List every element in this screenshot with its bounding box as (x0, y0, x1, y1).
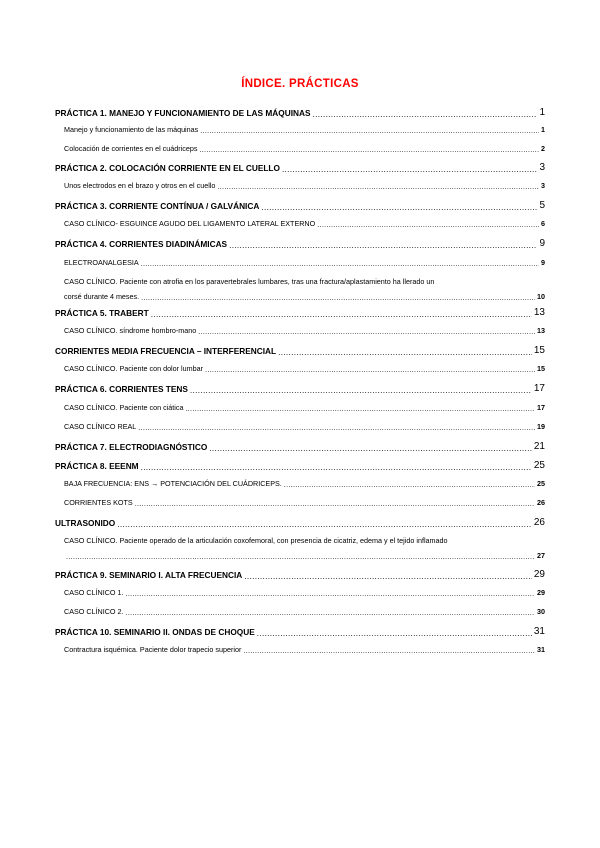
toc-subsection-entry[interactable] (64, 277, 545, 301)
toc-page-number: 17 (533, 383, 545, 394)
toc-page-number: 29 (537, 588, 545, 597)
toc-subsection-entry[interactable] (64, 258, 545, 267)
toc-entry-text: Unos electrodos en el brazo y otros en el cuello (64, 181, 216, 190)
toc-page-number: 2 (541, 144, 545, 153)
toc-page-number: 13 (537, 326, 545, 335)
toc-page-number: 3 (539, 162, 545, 173)
toc-entry-text: CORRIENTES KOTS (64, 498, 133, 507)
toc-section-entry[interactable] (55, 162, 545, 173)
toc-entry-text: PRÁCTICA 9. SEMINARIO I. ALTA FRECUENCIA (55, 570, 243, 580)
toc-page-number: 25 (537, 479, 545, 488)
toc-leader-dots (198, 328, 535, 335)
toc-entry-text: CASO CLÍNICO. síndrome hombro-mano (64, 326, 197, 335)
toc-entry-text: CASO CLÍNICO. Paciente operado de la articulación coxofemoral, con presencia de cicatriz, edema y el tejido inflamado (64, 536, 448, 545)
toc-entry-text: PRÁCTICA 2. COLOCACIÓN CORRIENTE EN EL CUELLO (55, 163, 280, 173)
toc-subsection-entry[interactable] (64, 588, 545, 597)
toc-entry-text: CASO CLÍNICO 2. (64, 607, 124, 616)
toc-section-entry[interactable] (55, 345, 545, 356)
toc-page-number: 31 (537, 645, 545, 654)
toc-section-entry[interactable] (55, 517, 545, 528)
toc-leader-dots (282, 165, 537, 173)
toc-entry-text: PRÁCTICA 7. ELECTRODIAGNÓSTICO (55, 442, 208, 452)
toc-leader-dots (317, 221, 539, 228)
toc-page-number: 25 (533, 460, 545, 471)
toc-leader-dots (244, 572, 532, 580)
toc-entry-text: CASO CLÍNICO 1. (64, 588, 124, 597)
toc-entry-text: ULTRASONIDO (55, 518, 116, 528)
toc-leader-dots (209, 444, 532, 452)
toc-subsection-entry[interactable] (64, 422, 545, 431)
toc-entry-text: PRÁCTICA 3. CORRIENTE CONTÍNUA / GALVÁNICA (55, 201, 260, 211)
toc-entry-text: CASO CLÍNICO REAL (64, 422, 137, 431)
toc-page-number: 9 (541, 258, 545, 267)
toc-entry-text: CORRIENTES MEDIA FRECUENCIA – INTERFERENCIAL (55, 346, 277, 356)
toc-section-entry[interactable] (55, 107, 545, 118)
toc-leader-dots (205, 366, 535, 373)
toc-entry-text: PRÁCTICA 6. CORRIENTES TENS (55, 384, 188, 394)
toc-leader-dots (200, 127, 539, 134)
toc-leader-dots (257, 629, 532, 637)
toc-subsection-entry[interactable] (64, 219, 545, 228)
toc-subsection-entry[interactable] (64, 607, 545, 616)
toc-leader-dots (313, 110, 538, 118)
toc-entry-text: ELECTROANALGESIA (64, 258, 139, 267)
index-title: ÍNDICE. PRÁCTICAS (241, 78, 359, 90)
toc-entry-text: PRÁCTICA 4. CORRIENTES DIADINÁMICAS (55, 239, 228, 249)
toc-entry-text: CASO CLÍNICO. Paciente con dolor lumbar (64, 364, 204, 373)
toc-page-number: 19 (537, 422, 545, 431)
toc-leader-dots (229, 241, 537, 249)
toc-leader-dots (126, 590, 535, 597)
toc-entry-text-continued: corsé durante 4 meses. (64, 292, 140, 301)
toc-page-number: 27 (537, 551, 545, 560)
toc-leader-dots (190, 386, 532, 394)
toc-leader-dots (284, 481, 535, 488)
toc-subsection-entry[interactable] (64, 403, 545, 412)
toc-page-number: 15 (537, 364, 545, 373)
toc-entry-text: BAJA FRECUENCIA: ENS → POTENCIACIÓN DEL CUÁDRICEPS. (64, 479, 282, 488)
toc-page-number: 3 (541, 181, 545, 190)
toc-page-number: 30 (537, 607, 545, 616)
toc-subsection-entry[interactable] (64, 498, 545, 507)
toc-entry-text: CASO CLÍNICO. Paciente con ciática (64, 403, 184, 412)
toc-leader-dots (243, 647, 535, 654)
toc-subsection-entry[interactable] (64, 125, 545, 134)
table-of-contents (55, 0, 545, 848)
toc-page-number: 1 (539, 107, 545, 118)
toc-page-number: 1 (541, 125, 545, 134)
toc-entry-text: PRÁCTICA 10. SEMINARIO II. ONDAS DE CHOQUE (55, 627, 255, 637)
toc-leader-dots (261, 203, 537, 211)
toc-entry-text: CASO CLÍNICO- ESGUINCE AGUDO DEL LIGAMENTO LATERAL EXTERNO (64, 219, 316, 228)
toc-page-number: 29 (533, 569, 545, 580)
toc-page-number: 10 (537, 292, 545, 301)
toc-section-entry[interactable] (55, 307, 545, 318)
toc-subsection-entry[interactable] (64, 645, 545, 654)
toc-page-number: 13 (533, 307, 545, 318)
toc-leader-dots (141, 260, 539, 267)
toc-leader-dots (217, 183, 539, 190)
toc-section-entry[interactable] (55, 569, 545, 580)
toc-leader-dots (138, 424, 535, 431)
toc-subsection-entry[interactable] (64, 326, 545, 335)
toc-page-number: 26 (537, 498, 545, 507)
toc-entry-text: CASO CLÍNICO. Paciente con atrofia en los paravertebrales lumbares, tras una fractura/aplastamiento ha llerado un (64, 277, 435, 286)
toc-subsection-entry[interactable] (64, 536, 545, 560)
toc-leader-dots (185, 405, 535, 412)
toc-leader-dots (151, 310, 532, 318)
toc-section-entry[interactable] (55, 238, 545, 249)
toc-page-number: 31 (533, 626, 545, 637)
toc-section-entry[interactable] (55, 626, 545, 637)
toc-section-entry[interactable] (55, 441, 545, 452)
toc-leader-dots (66, 553, 535, 560)
toc-entry-text: Manejo y funcionamiento de las máquinas (64, 125, 199, 134)
toc-section-entry[interactable] (55, 460, 545, 471)
toc-page-number: 15 (533, 345, 545, 356)
toc-page-number: 26 (533, 517, 545, 528)
toc-entry-text: PRÁCTICA 1. MANEJO Y FUNCIONAMIENTO DE LAS MÁQUINAS (55, 108, 311, 118)
toc-page-number: 21 (533, 441, 545, 452)
toc-subsection-entry[interactable] (64, 144, 545, 153)
toc-section-entry[interactable] (55, 383, 545, 394)
toc-leader-dots (141, 294, 535, 301)
toc-page-number: 17 (537, 403, 545, 412)
toc-entry-text: PRÁCTICA 5. TRABERT (55, 308, 149, 318)
toc-leader-dots (126, 609, 535, 616)
toc-section-entry[interactable] (55, 200, 545, 211)
toc-page-number: 5 (539, 200, 545, 211)
toc-subsection-entry[interactable] (64, 479, 545, 488)
toc-leader-dots (141, 463, 532, 471)
toc-leader-dots (199, 146, 539, 153)
toc-leader-dots (278, 348, 532, 356)
toc-entry-text: Colocación de corrientes en el cuádriceps (64, 144, 198, 153)
toc-page-number: 9 (539, 238, 545, 249)
toc-entry-text: Contractura isquémica. Paciente dolor trapecio superior (64, 645, 242, 654)
toc-leader-dots (117, 520, 532, 528)
toc-subsection-entry[interactable] (64, 181, 545, 190)
toc-page-number: 6 (541, 219, 545, 228)
toc-entry-text: PRÁCTICA 8. EEENM (55, 461, 139, 471)
toc-subsection-entry[interactable] (64, 364, 545, 373)
toc-leader-dots (135, 500, 535, 507)
